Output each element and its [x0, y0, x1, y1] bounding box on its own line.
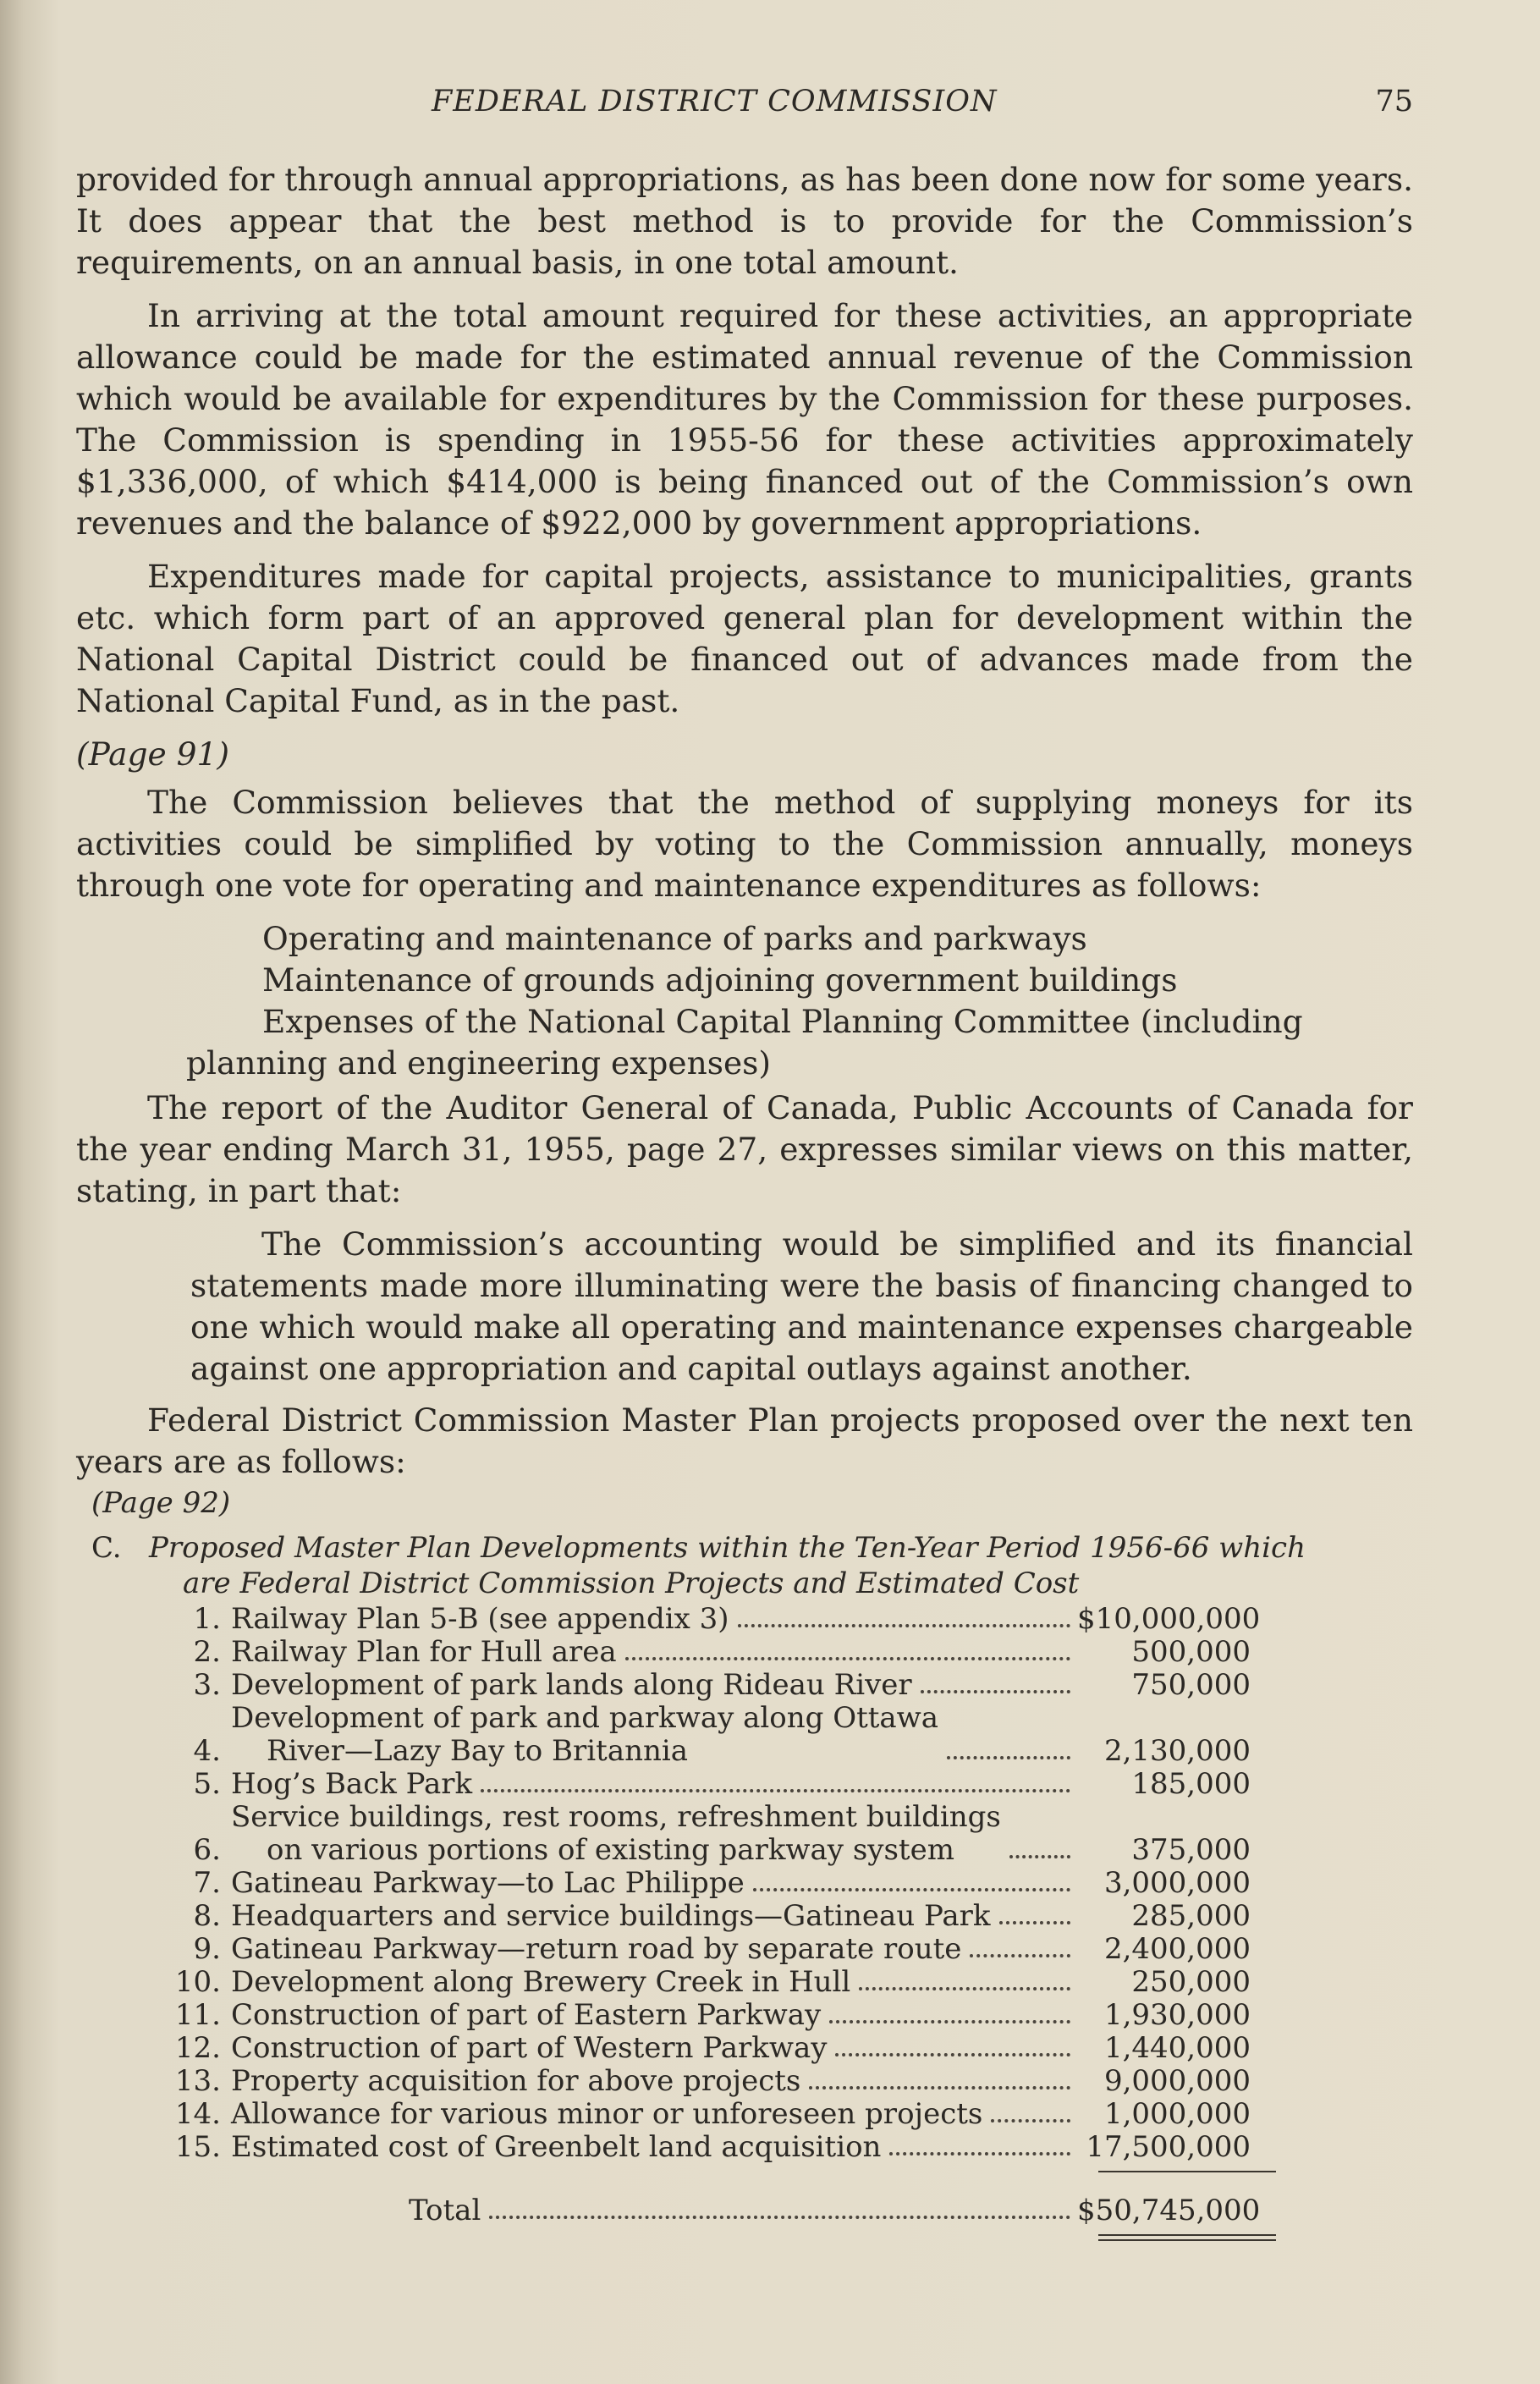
- projects-table: [91, 1486, 1327, 2241]
- dot-leader: [1009, 1855, 1070, 1858]
- item-description: Allowance for various minor or unforeseen projects: [231, 2097, 983, 2131]
- item-description: Gatineau Parkway—to Lac Philippe: [231, 1866, 745, 1900]
- table-row: [91, 2032, 1327, 2065]
- item-description: Hog’s Back Park: [231, 1767, 473, 1801]
- item-number: 7.: [193, 1866, 221, 1900]
- item-number: 12.: [174, 2031, 221, 2065]
- dot-leader: [809, 2086, 1070, 2089]
- item-amount: 375,000: [1131, 1833, 1251, 1867]
- total-label: Total: [409, 2194, 481, 2227]
- table-row: [91, 1702, 1327, 1768]
- table-row: [91, 1900, 1327, 1933]
- item-number: 14.: [174, 2097, 221, 2131]
- table-row: [91, 1669, 1327, 1702]
- table-row: [91, 1603, 1327, 1636]
- item-amount: 17,500,000: [1086, 2130, 1251, 2164]
- auditor-quote: The Commission’s accounting would be simplified and its financial statements made more illuminating were the basis of financing changed to one which would make all operating and maintenance expenses chargeable against one appropriation and capital outlays against another.: [190, 1225, 1413, 1387]
- item-number: 9.: [193, 1932, 221, 1966]
- dot-leader: [889, 2152, 1070, 2156]
- dot-leader: [738, 1624, 1070, 1627]
- commission-belief-paragraph: The Commission believes that the method of supplying moneys for its activities could be simplified by voting to the Commission annually, moneys through one vote for operating and maintenance expenditures as follows:: [76, 784, 1413, 904]
- master-plan-paragraph: Federal District Commission Master Plan projects proposed over the next ten years are as follows:: [76, 1401, 1413, 1480]
- page-91-reference: (Page 91): [76, 735, 229, 773]
- item-amount: 250,000: [1131, 1965, 1251, 1999]
- section-letter: C.: [91, 1531, 122, 1565]
- item-amount: 1,440,000: [1103, 2031, 1251, 2065]
- item-amount: 500,000: [1131, 1635, 1251, 1669]
- item-number: 8.: [193, 1899, 221, 1933]
- item-number: 10.: [174, 1965, 221, 1999]
- dot-leader: [970, 1954, 1070, 1957]
- dot-leader: [481, 1789, 1070, 1792]
- table-row: [91, 1933, 1327, 1966]
- dot-leader: [999, 1921, 1071, 1924]
- item-amount: 1,930,000: [1103, 1998, 1251, 2032]
- table-title-line: Proposed Master Plan Developments within the Ten-Year Period 1956-66 which: [149, 1531, 1306, 1565]
- item-description: Property acquisition for above projects: [231, 2064, 801, 2098]
- paragraph-3: Expenditures made for capital projects, assistance to municipalities, grants etc. which form part of an approved general plan for development within the National Capital District could be financed out of advances made from the National Capital Fund, as in the past.: [76, 558, 1413, 719]
- table-rows: [91, 1603, 1327, 2164]
- item-description: Headquarters and service buildings—Gatineau Park: [231, 1899, 991, 1933]
- dot-leader: [835, 2053, 1070, 2056]
- list-item-continuation: planning and engineering expenses): [186, 1044, 772, 1082]
- item-amount: 9,000,000: [1103, 2064, 1251, 2098]
- table-row: [91, 2131, 1327, 2164]
- item-number: 6.: [193, 1833, 221, 1867]
- table-title-line: are Federal District Commission Projects and Estimated Cost: [183, 1566, 1080, 1600]
- item-amount: $10,000,000: [1077, 1602, 1261, 1636]
- item-description-continuation: River—Lazy Bay to Britannia: [267, 1734, 689, 1768]
- table-row: [91, 1801, 1327, 1867]
- item-description: Service buildings, rest rooms, refreshment buildings: [231, 1800, 1001, 1834]
- item-number: 13.: [174, 2064, 221, 2098]
- item-description: Construction of part of Eastern Parkway: [231, 1998, 822, 2032]
- item-amount: 285,000: [1131, 1899, 1251, 1933]
- paragraph-1: provided for through annual appropriations, as has been done now for some years. It does appear that the best method is to provide for the Commission’s requirements, on an annual basis, in one total amount.: [76, 161, 1413, 281]
- dot-leader: [753, 1888, 1070, 1891]
- table-row: [91, 1966, 1327, 1999]
- item-description: Gatineau Parkway—return road by separate route: [231, 1932, 962, 1966]
- item-description: Railway Plan for Hull area: [231, 1635, 617, 1669]
- table-row: [91, 1999, 1327, 2032]
- item-amount: 2,130,000: [1103, 1734, 1251, 1768]
- item-description: Railway Plan 5-B (see appendix 3): [231, 1602, 729, 1636]
- item-amount: 750,000: [1131, 1668, 1251, 1702]
- item-amount: 2,400,000: [1103, 1932, 1251, 1966]
- expenditure-list: [76, 918, 1413, 1084]
- table-row: [91, 1636, 1327, 1669]
- item-description: Estimated cost of Greenbelt land acquisition: [231, 2130, 882, 2164]
- total-row: [91, 2194, 1327, 2227]
- list-item: Expenses of the National Capital Planning Committee (including: [262, 1003, 1303, 1040]
- item-amount: 185,000: [1131, 1767, 1251, 1801]
- running-head: FEDERAL DISTRICT COMMISSION: [432, 85, 998, 118]
- list-item: Maintenance of grounds adjoining government buildings: [262, 961, 1178, 999]
- item-description: Development of park lands along Rideau River: [231, 1668, 912, 1702]
- page-92-reference: (Page 92): [91, 1486, 231, 1520]
- table-title: [91, 1530, 1327, 1601]
- item-number: 15.: [174, 2130, 221, 2164]
- item-number: 3.: [193, 1668, 221, 1702]
- item-number: 4.: [193, 1734, 221, 1768]
- item-description-continuation: on various portions of existing parkway system: [267, 1833, 954, 1867]
- item-amount: 1,000,000: [1103, 2097, 1251, 2131]
- item-number: 11.: [174, 1998, 221, 2032]
- dot-leader: [625, 1657, 1070, 1660]
- item-number: 2.: [193, 1635, 221, 1669]
- page-number: 75: [1375, 85, 1413, 118]
- table-row: [91, 2098, 1327, 2131]
- page-header: [76, 85, 1413, 135]
- subtotal-rule: [1098, 2171, 1276, 2172]
- dot-leader: [921, 1690, 1070, 1693]
- dot-leader: [991, 2119, 1070, 2122]
- item-number: 1.: [193, 1602, 221, 1636]
- item-amount: 3,000,000: [1103, 1866, 1251, 1900]
- table-row: [91, 1867, 1327, 1900]
- dot-leader: [829, 2020, 1070, 2023]
- total-double-rule: [1098, 2234, 1276, 2241]
- dot-leader: [859, 1987, 1070, 1990]
- paragraph-2: In arriving at the total amount required for these activities, an appropriate allowance could be made for the estimated annual revenue of the Commission which would be available for expenditures by the Commission for these purposes. The Commission is spending in 1955-56 for these activities approximately $1,336,000, of which $414,000 is being financed out of the Commission’s own revenues and the balance of $922,000 by government appropriations.: [76, 297, 1413, 542]
- dot-leader: [489, 2216, 1070, 2219]
- item-description: Development along Brewery Creek in Hull: [231, 1965, 851, 1999]
- item-description: Development of park and parkway along Ottawa: [231, 1701, 939, 1735]
- item-number: 5.: [193, 1767, 221, 1801]
- table-row: [91, 1768, 1327, 1801]
- table-row: [91, 2065, 1327, 2098]
- auditor-paragraph: The report of the Auditor General of Canada, Public Accounts of Canada for the year ending March 31, 1955, page 27, expresses similar views on this matter, stating, in part that:: [76, 1089, 1413, 1209]
- list-item: Operating and maintenance of parks and parkways: [262, 920, 1087, 957]
- total-amount: $50,745,000: [1077, 2194, 1261, 2227]
- dot-leader: [947, 1756, 1070, 1759]
- body-text: [76, 159, 1413, 1495]
- item-description: Construction of part of Western Parkway: [231, 2031, 828, 2065]
